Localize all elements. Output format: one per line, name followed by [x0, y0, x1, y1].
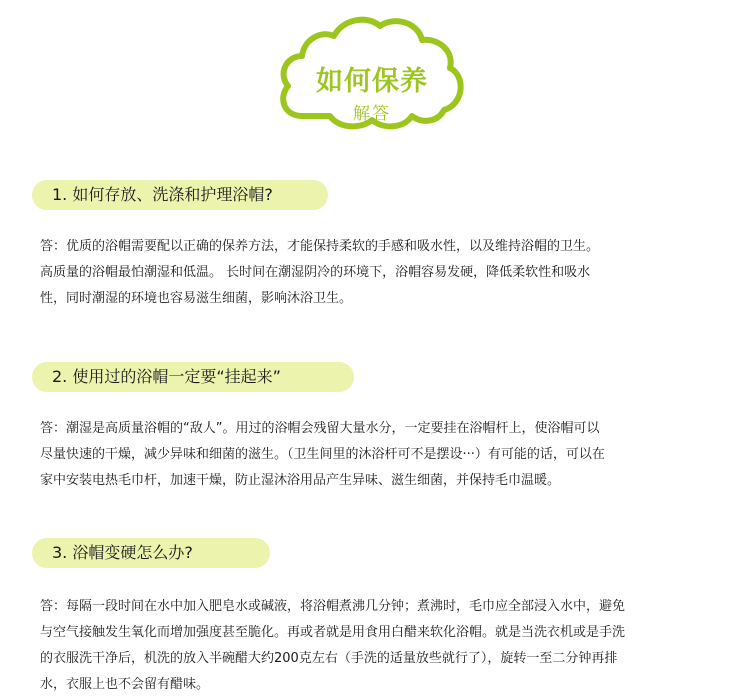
answer-1-line: 答：优质的浴帽需要配以正确的保养方法，才能保持柔软的手感和吸水性，以及维持浴帽的卫生。: [40, 239, 600, 254]
answer-3-line: 答：每隔一段时间在水中加入肥皂水或碱液，将浴帽煮沸几分钟；煮沸时，毛巾应全部浸入水中，避免: [40, 599, 626, 614]
answer-1: [40, 234, 710, 312]
section-subtitle: 解答: [353, 104, 391, 124]
answer-2: [40, 416, 710, 494]
answer-1-line: 性，同时潮湿的环境也容易滋生细菌，影响沐浴卫生。: [40, 291, 353, 306]
answer-2-line: 尽量快速的干燥，减少异味和细菌的滋生。（卫生间里的沐浴杆可不是摆设···）有可能的话，可以在: [40, 447, 605, 462]
section-title: 如何保养: [316, 66, 428, 97]
question-3-heading: 3. 浴帽变硬怎么办?: [32, 538, 270, 568]
answer-3-line: 水，衣服上也不会留有醋味。: [40, 677, 210, 692]
question-1-heading: 1. 如何存放、洗涤和护理浴帽?: [32, 180, 328, 210]
answer-2-line: 家中安装电热毛巾杆，加速干燥，防止湿沐浴用品产生异味、滋生细菌，并保持毛巾温暖。: [40, 473, 561, 488]
answer-1-line: 高质量的浴帽最怕潮湿和低温。 长时间在潮湿阴冷的环境下，浴帽容易发硬，降低柔软性和吸水: [40, 265, 591, 280]
question-2-heading: 2. 使用过的浴帽一定要“挂起来”: [32, 362, 354, 392]
answer-3-line: 的衣服洗干净后，机洗的放入半碗醋大约200克左右（手洗的适量放些就行了），旋转一至二分钟再排: [40, 651, 618, 666]
header-cloud-badge: [272, 12, 472, 130]
answer-3-line: 与空气接触发生氧化而增加强度甚至脆化。再或者就是用食用白醋来软化浴帽。就是当洗衣机或是手洗: [40, 625, 626, 640]
answer-2-line: 答：潮湿是高质量浴帽的“敌人”。用过的浴帽会残留大量水分，一定要挂在浴帽杆上，使浴帽可以: [40, 421, 600, 436]
answer-3: [40, 594, 710, 698]
